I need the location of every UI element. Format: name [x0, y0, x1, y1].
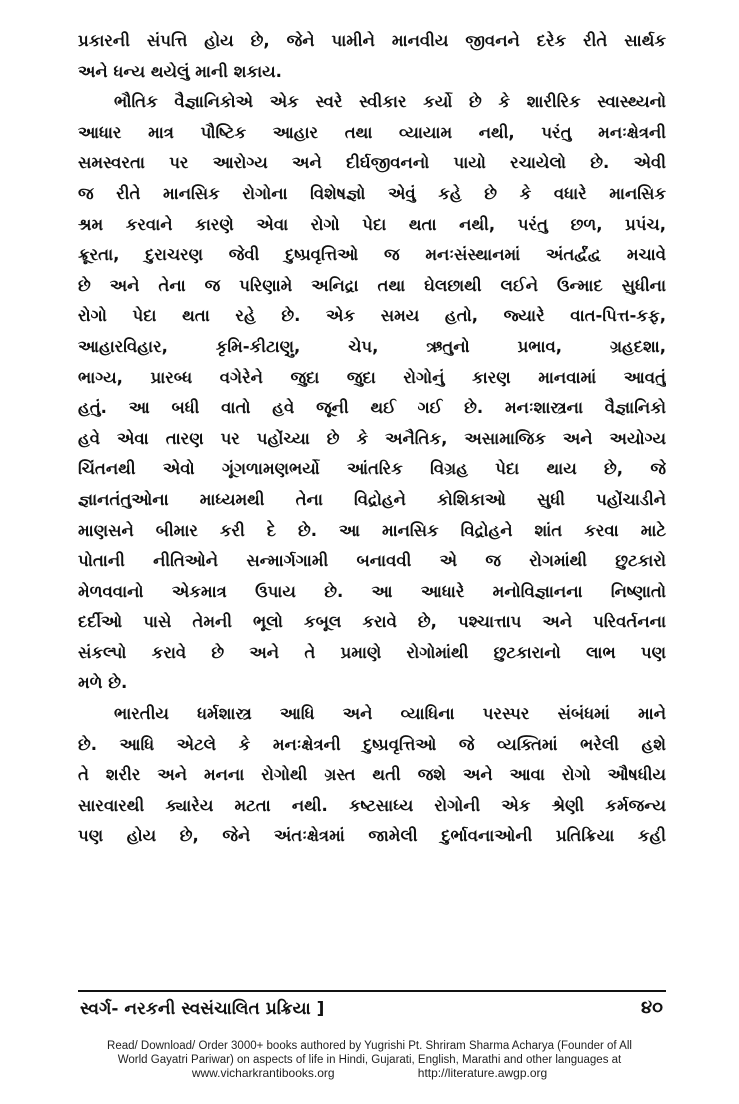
text-line: જ રીતે માનસિક રોગોના વિશેષજ્ઞો એવું કહે છે કે વધારે માનસિક: [78, 183, 666, 203]
credits-line: Read/ Download/ Order 3000+ books authored by Yugrishi Pt. Shriram Sharma Acharya (Founder of All: [107, 1040, 632, 1052]
text-line: સંકલ્પો કરાવે છે અને તે પ્રમાણે રોગોમાંથી છુટકારાનો લાભ પણ: [78, 642, 666, 662]
text-line: આધાર માત્ર પૌષ્ટિક આહાર તથા વ્યાયામ નથી, પરંતુ મનઃક્ષેત્રની: [78, 122, 666, 142]
text-line: સારવારથી ક્યારેય મટતા નથી. કષ્ટસાધ્ય રોગોની એક શ્રેણી કર્મજન્ય: [78, 795, 666, 815]
paragraph-start-line: ભૌતિક વૈજ્ઞાનિકોએ એક સ્વરે સ્વીકાર કર્યો છે કે શારીરિક સ્વાસ્થ્યનો: [114, 92, 666, 112]
text-line: દર્દીઓ પાસે તેમની ભૂલો કબૂલ કરાવે છે, પશ્ચાત્તાપ અને પરિવર્તનના: [78, 612, 666, 632]
text-line: ચિંતનથી એવો ગૂંગળામણભર્યો આંતરિક વિગ્રહ પેદા થાય છે, જે: [78, 459, 666, 479]
text-line: મળે છે.: [78, 673, 128, 693]
footer-divider: [78, 990, 666, 992]
text-line: હતું. આ બધી વાતો હવે જૂની થઈ ગઈ છે. મનઃશાસ્ત્રના વૈજ્ઞાનિકો: [78, 398, 666, 418]
text-line: અને ધન્ય થયેલું માની શકાય.: [78, 61, 282, 81]
text-line: પણ હોય છે, જેને અંતઃક્ષેત્રમાં જામેલી દુર્ભાવનાઓની પ્રતિક્રિયા કહી: [78, 826, 666, 846]
text-line: ભાગ્ય, પ્રારબ્ધ વગેરેને જુદા જુદા રોગોનું કારણ માનવામાં આવતું: [78, 367, 666, 387]
text-line: છે અને તેના જ પરિણામે અનિદ્રા તથા ઘેલછાથી લઈને ઉન્માદ સુધીના: [78, 275, 666, 295]
text-line: માણસને બીમાર કરી દે છે. આ માનસિક વિદ્રોહને શાંત કરવા માટે: [78, 520, 666, 540]
text-line: મેળવવાનો એકમાત્ર ઉપાય છે. આ આધારે મનોવિજ્ઞાનના નિષ્ણાતો: [78, 581, 666, 601]
text-line: પ્રકારની સંપત્તિ હોય છે, જેને પામીને માનવીય જીવનને દરેક રીતે સાર્થક: [78, 31, 666, 50]
text-line: રોગો પેદા થતા રહે છે. એક સમય હતો, જ્યારે વાત-પિત્ત-કફ,: [78, 306, 666, 326]
page-body: [78, 26, 666, 852]
credits-line: World Gayatri Pariwar) on aspects of life in Hindi, Gujarati, English, Marathi and other languages at: [117, 1053, 622, 1066]
text-line: શ્રમ કરવાને કારણે એવા રોગો પેદા થતા નથી, પરંતુ છળ, પ્રપંચ,: [78, 214, 666, 234]
website-link[interactable]: http://literature.awgp.org: [417, 1066, 548, 1080]
text-line: ક્રૂરતા, દુરાચરણ જેવી દુષ્પ્રવૃત્તિઓ જ મનઃસંસ્થાનમાં અંતર્દ્વંદ્વ મચાવે: [78, 245, 666, 265]
text-line: સમસ્વરતા પર આરોગ્ય અને દીર્ઘજીવનનો પાયો રચાયેલો છે. એવી: [78, 153, 666, 173]
credits-links: [0, 1067, 739, 1082]
page-number: ૪૦: [641, 997, 663, 1018]
text-line: આહારવિહાર, કૃમિ-કીટાણુ, ચેપ, ઋતુનો પ્રભાવ, ગ્રહદશા,: [78, 336, 666, 356]
paragraph-start-line: ભારતીય ધર્મશાસ્ત્ર આધિ અને વ્યાધિના પરસ્પર સંબંધમાં માને: [114, 704, 666, 724]
footer-chapter-title: સ્વર્ગ- નરકની સ્વસંચાલિત પ્રક્રિયા ]: [80, 999, 325, 1019]
text-line: જ્ઞાનતંતુઓના માધ્યમથી તેના વિદ્રોહને કોશિકાઓ સુધી પહોંચાડીને: [78, 489, 666, 509]
text-line: છે. આધિ એટલે કે મનઃક્ષેત્રની દુષ્પ્રવૃત્તિઓ જે વ્યક્તિમાં ભરેલી હશે: [78, 734, 666, 754]
website-link[interactable]: www.vicharkrantibooks.org: [191, 1066, 335, 1080]
text-line: હવે એવા તારણ પર પહોંચ્યા છે કે અનૈતિક, અસામાજિક અને અયોગ્ય: [78, 428, 666, 448]
text-line: પોતાની નીતિઓને સન્માર્ગગામી બનાવવી એ જ રોગમાંથી છુટકારો: [78, 551, 666, 571]
text-line: તે શરીર અને મનના રોગોથી ગ્રસ્ત થતી જશે અને આવા રોગો ઔષધીય: [78, 765, 666, 785]
credits-footer: [0, 1040, 739, 1082]
